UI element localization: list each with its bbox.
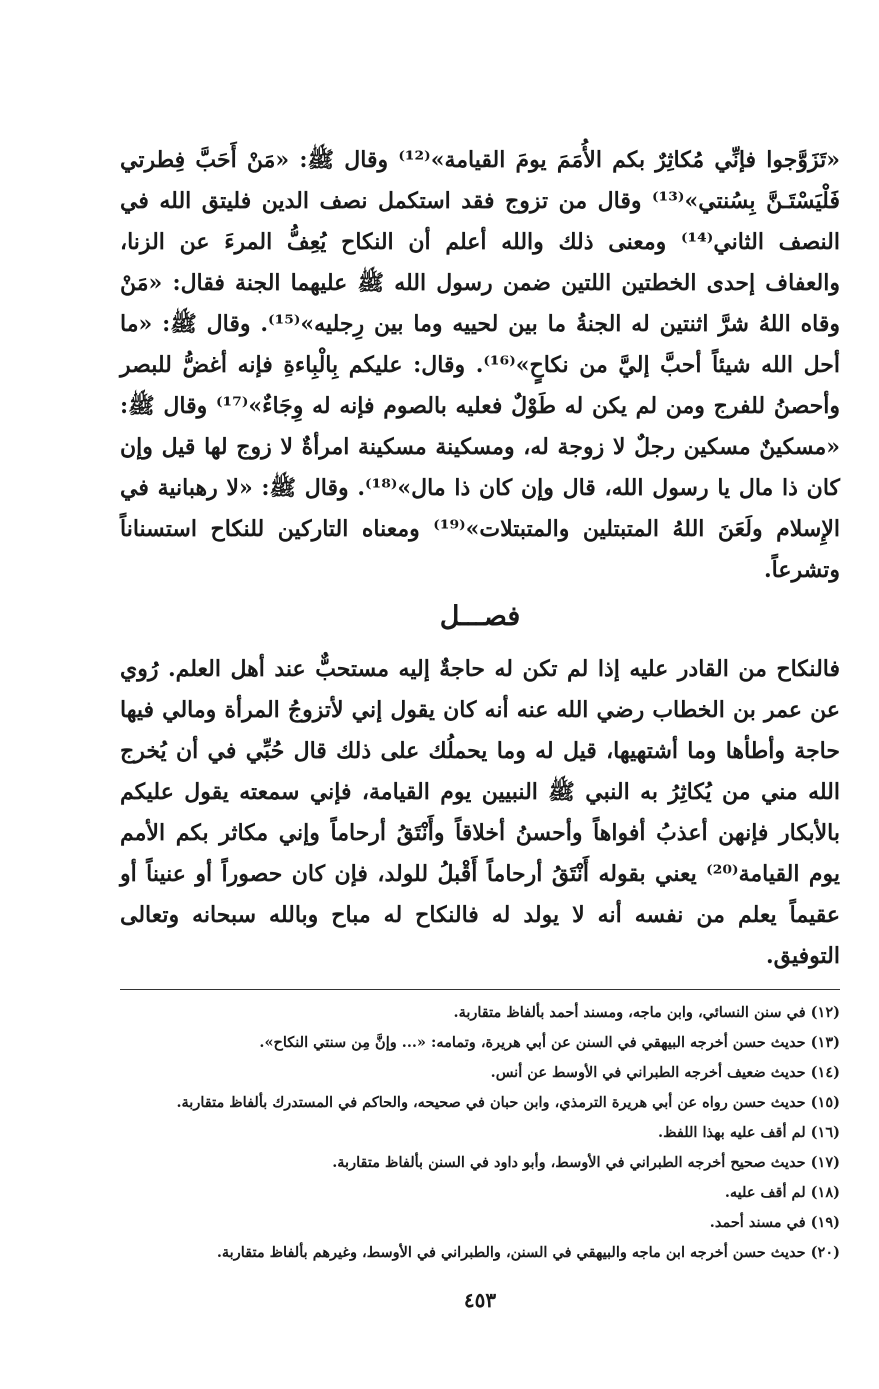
footnote-17: (١٧) حديث صحيح أخرجه الطبراني في الأوسط، وأبو داود في السنن بألفاظ متقاربة.: [332, 1154, 840, 1171]
footnotes-list: [120, 998, 840, 1268]
footnote-18: (١٨) لم أقف عليه.: [724, 1184, 840, 1201]
footnote-14: (١٤) حديث ضعيف أخرجه الطبراني في الأوسط عن أنس.: [490, 1064, 840, 1081]
footnote-divider: [120, 989, 840, 990]
footnote-20: (٢٠) حديث حسن أخرجه ابن ماجه والبيهقي في السنن، والطبراني في الأوسط، وغيرهم بألفاظ متقاربة.: [216, 1244, 840, 1261]
section-title: فصـــل: [439, 601, 521, 632]
footnote-15: (١٥) حديث حسن رواه عن أبي هريرة الترمذي، وابن حبان في صحيحه، والحاكم في المستدرك بألفاظ متقاربة.: [176, 1094, 840, 1111]
main-text: [120, 140, 840, 977]
footnote-16: (١٦) لم أقف عليه بهذا اللفظ.: [658, 1124, 840, 1141]
footnote-12: (١٢) في سنن النسائي، وابن ماجه، ومسند أحمد بألفاظ متقاربة.: [453, 1004, 840, 1021]
paragraph-marriage-ruling: فالنكاح من القادر عليه إذا لم تكن له حاجةٌ إليه مستحبٌّ عند أهل العلم. رُوي عن عمر بن الخطاب رضي الله عنه أنه كان يقول إني لأتزوجُ المرأة ومالي فيها حاجة وأطأها وما أشتهيها، قيل له وما يحملُك على ذلك قال حُبِّي في أن يُخرج الله مني من يُكاثِرُ به النبي ﷺ النبيين يوم القيامة، فإني سمعته يقول عليكم بالأبكار فإنهن أعذبُ أفواهاً وأحسنُ أخلاقاً وأَنْتَقُ أرحاماً وإني مكاثر بكم الأمم يوم القيامة⁽²⁰⁾ يعني بقوله أَنْتَقُ أرحاماً أَقْبلُ للولد، فإن كان حصوراً أو عنيناً أو عقيماً يعلم من نفسه أنه لا يولد له فالنكاح له مباح وبالله سبحانه وتعالى التوفيق.: [120, 656, 840, 969]
footnote-19: (١٩) في مسند أحمد.: [709, 1214, 840, 1231]
paragraph-hadith-marriage: «تَزَوَّجوا فإنِّي مُكاثِرٌ بكم الأُمَمَ يومَ القيامة»⁽¹²⁾ وقال ﷺ: «مَنْ أَحَبَّ فِطرتي فَلْيَسْتَـنَّ بِسُنتي»⁽¹³⁾ وقال من تزوج فقد استكمل نصف الدين فليتق الله في النصف الثاني⁽¹⁴⁾ ومعنى ذلك والله أعلم أن النكاح يُعِفُّ المرءَ عن الزنا، والعفاف إحدى الخطتين اللتين ضمن رسول الله ﷺ عليهما الجنة فقال: «مَنْ وقاه اللهُ شرَّ اثنتين له الجنةُ ما بين لحييه وما بين رِجليه»⁽¹⁵⁾. وقال ﷺ: «ما أحل الله شيئاً أحبَّ إليَّ من نكاحٍ»⁽¹⁶⁾. وقال: عليكم بِالْبِاءةِ فإنه أغضُّ للبصر وأحصنُ للفرج ومن لم يكن له طَوْلٌ فعليه بالصوم فإنه له وِجَاءٌ»⁽¹⁷⁾ وقال ﷺ: «مسكينٌ مسكين رجلٌ لا زوجة له، ومسكينة مسكينة امرأةٌ لا زوج لها قيل وإن كان ذا مال يا رسول الله، قال وإن كان ذا مال»⁽¹⁸⁾. وقال ﷺ: «لا رهبانية في الإِسلام ولَعَنَ اللهُ المتبتلين والمتبتلات»⁽¹⁹⁾ ومعناه التاركين للنكاح استسناناً وتشرعاً.: [120, 147, 840, 583]
book-page: [120, 140, 840, 1312]
footnote-13: (١٣) حديث حسن أخرجه البيهقي في السنن عن أبي هريرة، وتمامه: «... وإنَّ مِن سنتي النكاح».: [259, 1034, 840, 1051]
page-number: ٤٥٣: [463, 1288, 497, 1312]
